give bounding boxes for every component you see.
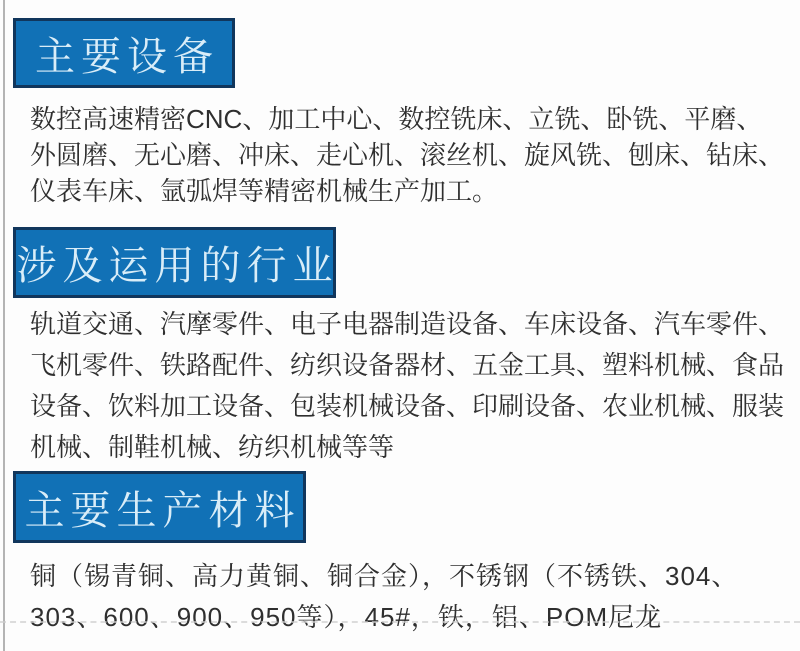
body-text-line: 仪表车床、氩弧焊等精密机械生产加工。 [30,176,499,206]
section-header-main-equipment [13,18,235,88]
body-text-line: 机械、制鞋机械、纺织机械等等 [30,432,395,462]
body-text-line: 外圆磨、无心磨、冲床、走心机、滚丝机、旋风铣、刨床、钻床、 [30,140,785,170]
body-text-line: 数控高速精密CNC、加工中心、数控铣床、立铣、卧铣、平磨、 [30,104,763,134]
body-text-line: 飞机零件、铁路配件、纺织设备器材、五金工具、塑料机械、食品 [30,350,785,380]
body-text-line: 轨道交通、汽摩零件、电子电器制造设备、车床设备、汽车零件、 [30,309,785,339]
section-title: 主要设备 [35,34,219,79]
section-header-materials [13,471,306,543]
section-title: 涉及运用的行业 [16,244,339,288]
body-text-line: 设备、饮料加工设备、包装机械设备、印刷设备、农业机械、服装 [30,391,785,421]
paragraph-main-equipment [30,101,784,209]
left-edge-line [3,0,5,651]
section-header-industries [13,227,339,298]
body-text-line: 303、600、900、950等），45#，铁，铝、POM尼龙 [30,602,663,632]
bottom-edge-line [0,621,800,623]
paragraph-materials [30,556,738,638]
body-text-line: 铜（锡青铜、高力黄铜、铜合金），不锈钢（不锈铁、304、 [30,561,739,591]
paragraph-industries [30,304,784,468]
section-title: 主要生产材料 [24,488,301,533]
